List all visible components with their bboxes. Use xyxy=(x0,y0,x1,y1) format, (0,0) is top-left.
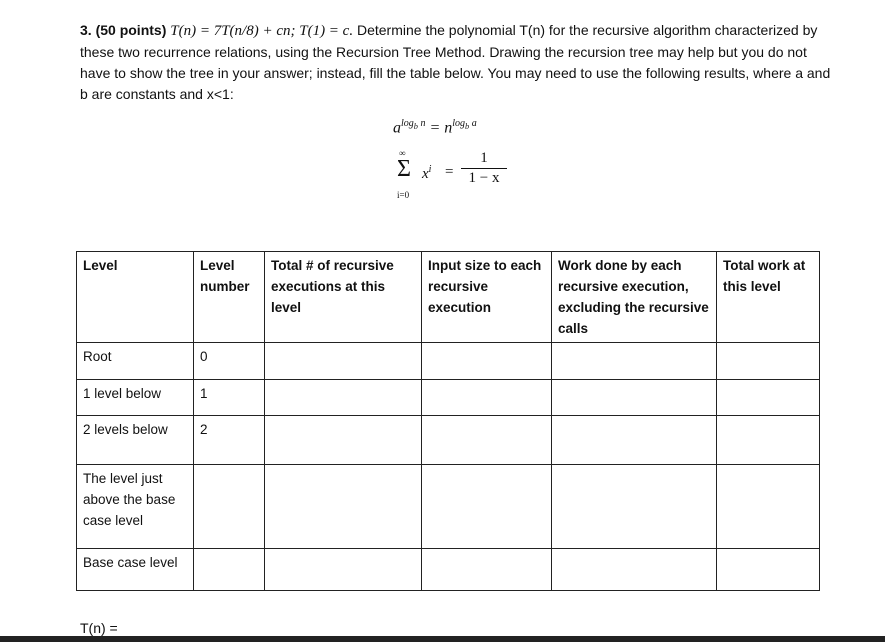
answer-cell[interactable] xyxy=(552,343,717,380)
answer-cell[interactable] xyxy=(265,416,422,465)
problem-points: (50 points) xyxy=(95,22,167,38)
header-level-number: Level number xyxy=(194,252,265,343)
recursion-tree-table xyxy=(76,251,820,591)
answer-cell[interactable] xyxy=(552,380,717,416)
table-row: 2 levels below 2 xyxy=(77,416,820,465)
answer-cell[interactable] xyxy=(552,465,717,549)
table-header-row xyxy=(77,252,820,343)
log-identity-formula: $a^{log_b n} = n^{log_b a}$ xyxy=(393,118,477,137)
table-row: 1 level below 1 xyxy=(77,380,820,416)
problem-text: Determine the polynomial T(n) for the recursive algorithm characterized by these two recurrence relations, using the Recursion Tree Method. Drawing the recursion tree may help but you do not have to show the tree in your answer; instead, fill the table below. You may need to use the following results, where a and b are constants and x<1: xyxy=(80,22,831,102)
problem-statement xyxy=(80,20,840,105)
answer-cell[interactable] xyxy=(717,416,820,465)
answer-cell[interactable] xyxy=(717,465,820,549)
answer-cell[interactable] xyxy=(265,549,422,591)
answer-cell[interactable] xyxy=(422,343,552,380)
bottom-border xyxy=(0,636,885,642)
answer-cell[interactable] xyxy=(265,343,422,380)
header-input-size: Input size to each recursive execution xyxy=(422,252,552,343)
answer-cell[interactable] xyxy=(552,549,717,591)
answer-cell[interactable] xyxy=(422,380,552,416)
answer-cell[interactable] xyxy=(552,416,717,465)
answer-cell[interactable] xyxy=(422,549,552,591)
header-level: Level xyxy=(77,252,194,343)
table-row: Base case level xyxy=(77,549,820,591)
answer-cell[interactable] xyxy=(422,416,552,465)
geometric-series-formula: ∞ Σ i=0 $x^i$ = $\frac{1}{1 - x}$ xyxy=(397,148,527,208)
table-row: The level just above the base case level xyxy=(77,465,820,549)
answer-label: T(n) = xyxy=(80,620,118,636)
header-total-executions: Total # of recursive executions at this level xyxy=(265,252,422,343)
answer-cell[interactable] xyxy=(265,465,422,549)
answer-cell[interactable] xyxy=(422,465,552,549)
answer-cell[interactable] xyxy=(717,380,820,416)
answer-cell[interactable] xyxy=(265,380,422,416)
answer-cell[interactable] xyxy=(717,343,820,380)
problem-number: 3. xyxy=(80,22,92,38)
answer-cell[interactable] xyxy=(717,549,820,591)
header-work-each: Work done by each recursive execution, excluding the recursive calls xyxy=(552,252,717,343)
header-total-work: Total work at this level xyxy=(717,252,820,343)
table-row: Root 0 xyxy=(77,343,820,380)
recurrence: T(n) = 7T(n/8) + cn; T(1) = c. xyxy=(170,23,354,39)
